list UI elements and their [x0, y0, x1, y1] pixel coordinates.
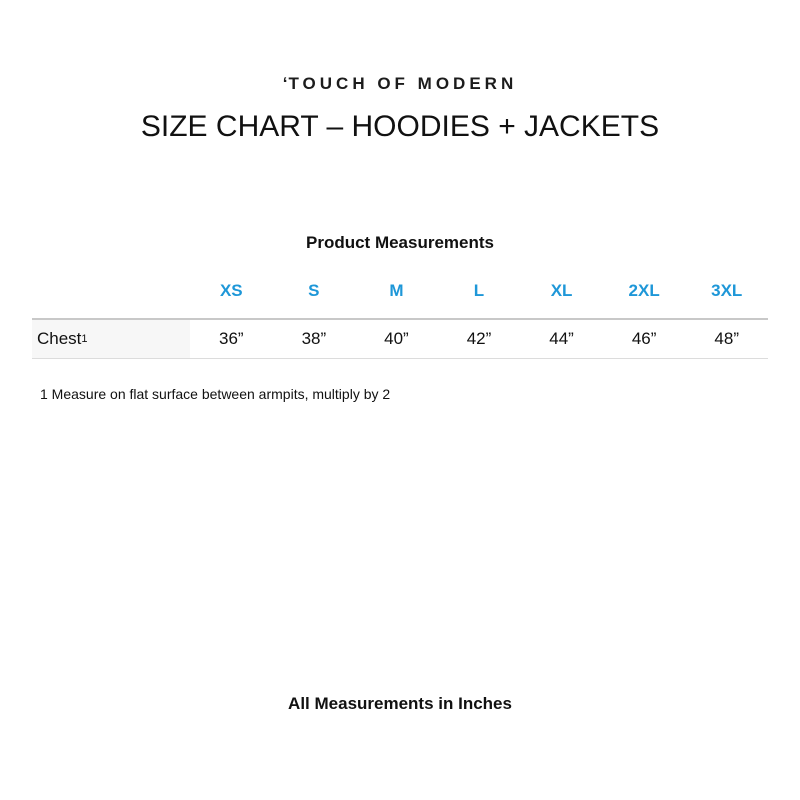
measurement-cell-xs: 36”: [218, 329, 244, 348]
size-header-row: [32, 278, 768, 304]
measurement-cell-3xl: 48”: [714, 329, 739, 348]
table-row-chest: [32, 318, 768, 359]
page-title: SIZE CHART – HOODIES + JACKETS: [140, 110, 660, 143]
row-label-text: Chest: [37, 329, 82, 348]
measurement-cell-xl: 44”: [549, 329, 574, 348]
measurement-cell-2xl: 46”: [631, 329, 657, 348]
size-column-header-xs: XS: [219, 281, 243, 300]
size-column-header-3xl: 3XL: [711, 281, 743, 300]
size-column-header-m: M: [389, 281, 404, 300]
logo-text: TOUCH OF MODERN: [288, 74, 518, 93]
row-label-chest: Chest 1: [32, 320, 190, 358]
section-title: Product Measurements: [306, 233, 494, 252]
size-column-header-s: S: [308, 281, 320, 300]
logo-apostrophe-mark: ʻ: [282, 74, 288, 93]
size-column-header-2xl: 2XL: [628, 281, 660, 300]
measurement-footnote: 1 Measure on flat surface between armpits, multiply by 2: [40, 386, 391, 402]
units-footer: All Measurements in Inches: [288, 694, 512, 713]
brand-logo: [0, 74, 800, 94]
size-table: [32, 278, 768, 359]
size-column-header-xl: XL: [550, 281, 573, 300]
size-column-header-l: L: [473, 281, 485, 300]
measurement-cell-l: 42”: [466, 329, 492, 348]
measurement-cell-m: 40”: [384, 329, 409, 348]
measurement-cell-s: 38”: [301, 329, 327, 348]
